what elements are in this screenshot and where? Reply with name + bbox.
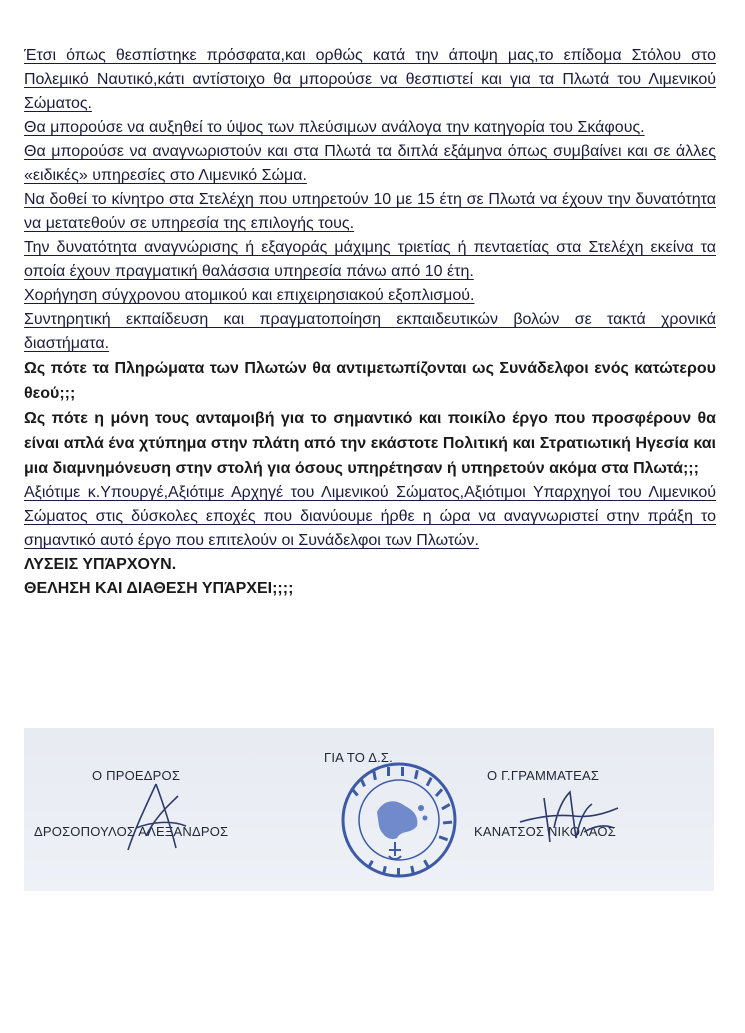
paragraph-fleet-allowance: Έτσι όπως θεσπίστηκε πρόσφατα,και ορθώς κατά την άποψη μας,το επίδομα Στόλου στο Πολεμικό Ναυτικό,κάτι αντίστοιχο θα μπορούσε να θεσπιστεί και για τα Πλωτά του Λιμενικού Σώματος. bbox=[24, 47, 716, 112]
secretary-name: ΚΑΝΑΤΣΟΣ ΝΙΚΟΛΑΟΣ bbox=[474, 824, 616, 839]
question-reward: Ως πότε η μόνη τους ανταμοιβή για το σημαντικό και ποικίλο έργο που προσφέρουν θα είναι απλά ένα χτύπημα στην πλάτη από την εκάστοτε Πολιτική και Στρατιωτική Ηγεσία και μια διαμνημόνευση στην στολή για όσους υπηρέτησαν ή υπηρετούν ακόμα στα Πλωτά;;; bbox=[24, 410, 716, 477]
question-lesser-god: Ως πότε τα Πληρώματα των Πλωτών θα αντιμετωπίζονται ως Συνάδελφοι ενός κατώτερου θεού;;; bbox=[24, 360, 716, 402]
paragraph-double-semesters: Θα μπορούσε να αναγνωριστούν και στα Πλωτά τα διπλά εξάμηνα όπως συμβαίνει και σε άλλες «ειδικές» υπηρεσίες στο Λιμενικό Σώμα. bbox=[24, 143, 716, 184]
secretary-title: Ο Γ.ΓΡΑΜΜΑΤΕΑΣ bbox=[487, 768, 600, 783]
paragraph-training: Συντηρητική εκπαίδευση και πραγματοποίηση εκπαιδευτικών βολών σε τακτά χρονικά διαστήματα. bbox=[24, 311, 716, 352]
paragraph-transfer-incentive: Να δοθεί το κίνητρο στα Στελέχη που υπηρετούν 10 με 15 έτη σε Πλωτά να έχουν την δυνατότητα να μετατεθούν σε υπηρεσία της επιλογής τους. bbox=[24, 191, 716, 232]
paragraph-combat-service: Την δυνατότητα αναγνώρισης ή εξαγοράς μάχιμης τριετίας ή πενταετίας στα Στελέχη εκείνα τα οποία έχουν πραγματική θαλάσσια υπηρεσία πάνω από 10 έτη. bbox=[24, 239, 716, 280]
secretary-signature bbox=[514, 778, 624, 848]
closing-solutions: ΛΥΣΕΙΣ ΥΠΆΡΧΟΥΝ. bbox=[24, 556, 177, 573]
closing-will: ΘΕΛΗΣΗ ΚΑΙ ΔΙΑΘΕΣΗ ΥΠΆΡΧΕΙ;;;; bbox=[24, 580, 294, 597]
letter-body bbox=[24, 44, 716, 601]
paragraph-sailing-pay: Θα μπορούσε να αυξηθεί το ύψος των πλεύσιμων ανάλογα την κατηγορία του Σκάφους. bbox=[24, 119, 645, 136]
president-signature bbox=[116, 776, 206, 856]
president-name: ΔΡΟΣΟΠΟΥΛΟΣ ΑΛΕΞΑΝΔΡΟΣ bbox=[34, 824, 229, 839]
paragraph-equipment: Χορήγηση σύγχρονου ατομικού και επιχειρησιακού εξοπλισμού. bbox=[24, 287, 475, 304]
association-seal bbox=[339, 760, 459, 880]
signature-band bbox=[24, 728, 714, 891]
board-label: ΓΙΑ ΤΟ Δ.Σ. bbox=[324, 750, 393, 765]
paragraph-appeal: Αξιότιμε κ.Υπουργέ,Αξιότιμε Αρχηγέ του Λιμενικού Σώματος,Αξιότιμοι Υπαρχηγοί του Λιμενικού Σώματος στις δύσκολες εποχές που διανύουμε ήρθε η ώρα να αναγνωριστεί στην πράξη το σημαντικό αυτό έργο που επιτελούν οι Συνάδελφοι των Πλωτών. bbox=[24, 484, 716, 549]
president-title: Ο ΠΡΟΕΔΡΟΣ bbox=[92, 768, 181, 783]
